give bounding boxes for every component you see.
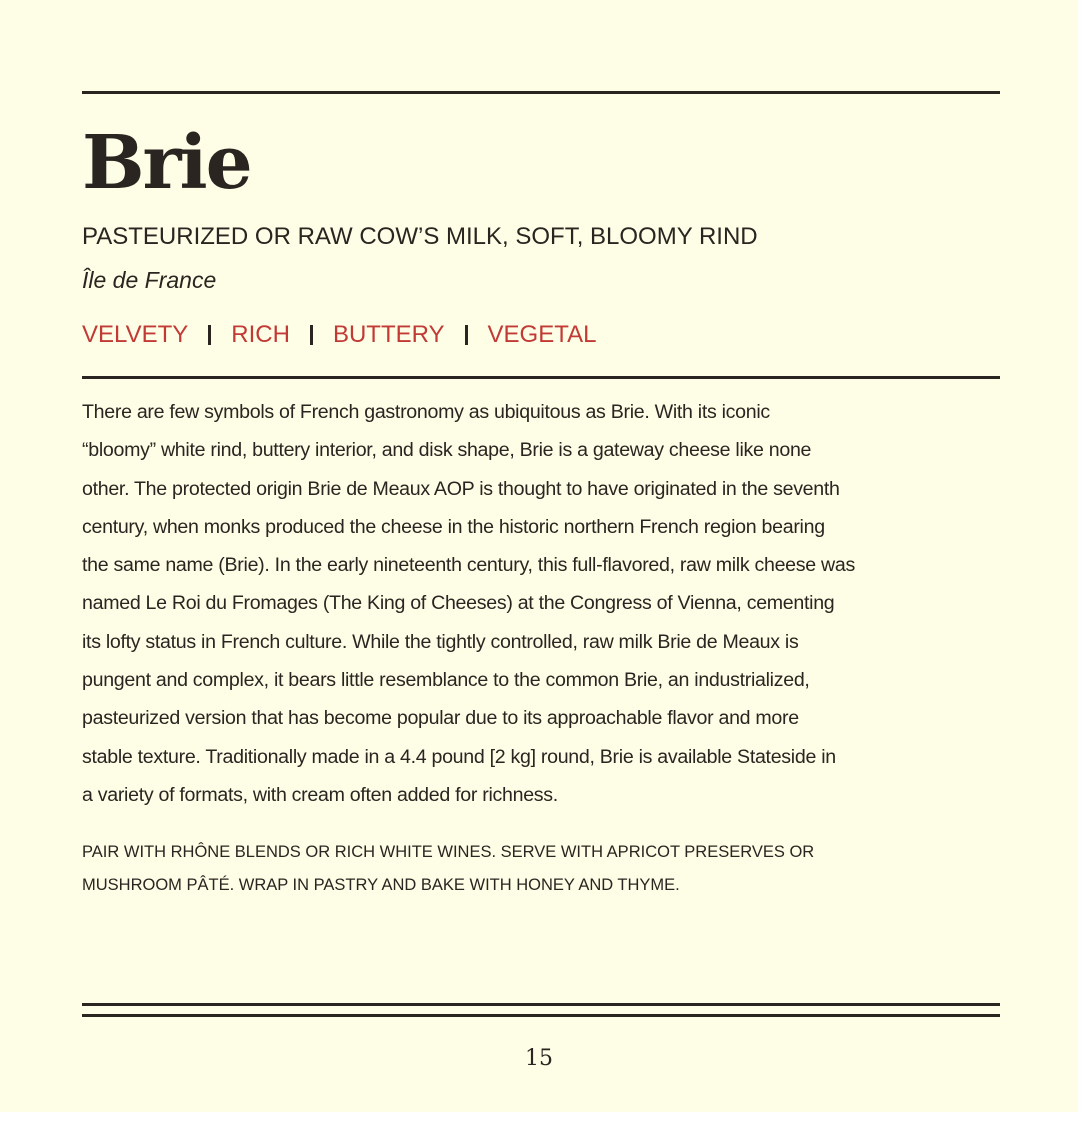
flavor-separator <box>465 325 468 345</box>
flavor-tag: VELVETY <box>82 321 189 348</box>
flavor-separator <box>310 325 313 345</box>
flavor-tags <box>82 320 596 350</box>
description-paragraph <box>82 393 1004 814</box>
pairing-line: PAIR WITH RHÔNE BLENDS OR RICH WHITE WINES. SERVE WITH APRICOT PRESERVES OR <box>82 843 815 861</box>
flavor-separator <box>208 325 211 345</box>
description-line: pungent and complex, it bears little resemblance to the common Brie, an industrialized, <box>82 669 810 692</box>
section-rule <box>82 376 1000 379</box>
description-line: a variety of formats, with cream often added for richness. <box>82 783 558 806</box>
description-line: stable texture. Traditionally made in a 4.4 pound [2 kg] round, Brie is available Stateside in <box>82 745 836 768</box>
footer-rule-lower <box>82 1014 1000 1017</box>
flavor-tag: BUTTERY <box>332 321 445 348</box>
pairing-line: MUSHROOM PÂTÉ. WRAP IN PASTRY AND BAKE WITH HONEY AND THYME. <box>82 876 680 894</box>
origin-region: Île de France <box>82 267 217 293</box>
description-line: “bloomy” white rind, buttery interior, and disk shape, Brie is a gateway cheese like none <box>82 439 812 462</box>
top-rule <box>82 91 1000 94</box>
milk-type-subtitle: PASTEURIZED OR RAW COW’S MILK, SOFT, BLOOMY RIND <box>82 223 758 250</box>
flavor-tag: VEGETAL <box>487 321 597 348</box>
description-line: pasteurized version that has become popular due to its approachable flavor and more <box>82 707 799 730</box>
cheese-title: Brie <box>82 120 251 206</box>
pairing-suggestions <box>82 836 982 902</box>
description-line: other. The protected origin Brie de Meaux AOP is thought to have originated in the seventh <box>82 477 840 500</box>
description-line: century, when monks produced the cheese in the historic northern French region bearing <box>82 515 825 538</box>
description-line: named Le Roi du Fromages (The King of Cheeses) at the Congress of Vienna, cementing <box>82 592 835 615</box>
description-line: its lofty status in French culture. While the tightly controlled, raw milk Brie de Meaux is <box>82 630 799 653</box>
footer-rule-upper <box>82 1003 1000 1006</box>
page-number: 15 <box>525 1046 553 1071</box>
description-line: There are few symbols of French gastronomy as ubiquitous as Brie. With its iconic <box>82 401 770 423</box>
description-line: the same name (Brie). In the early nineteenth century, this full-flavored, raw milk cheese was <box>82 554 855 577</box>
flavor-tag: RICH <box>231 321 290 348</box>
